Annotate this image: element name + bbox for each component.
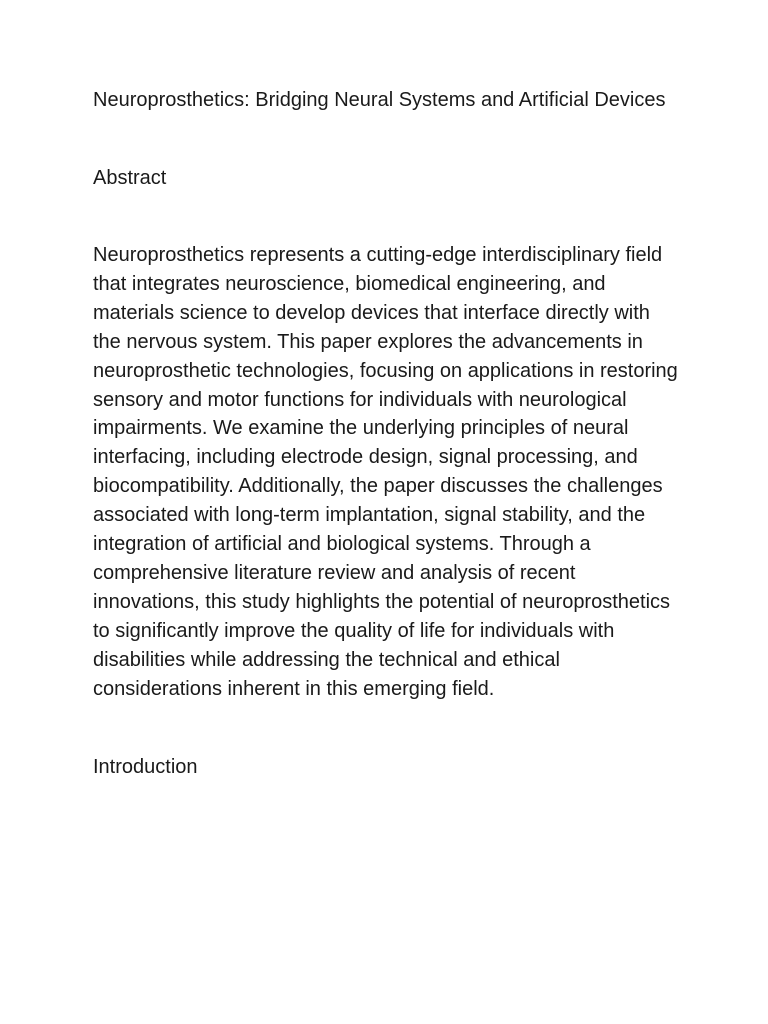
- introduction-heading: Introduction: [93, 755, 198, 778]
- document-title: Neuroprosthetics: Bridging Neural Systems and Artificial Devices: [93, 89, 666, 111]
- document-page: [93, 86, 678, 781]
- abstract-heading: Abstract: [93, 166, 167, 189]
- abstract-paragraph: Neuroprosthetics represents a cutting-edge interdisciplinary field that integrates neuroscience, biomedical engineering, and materials science to develop devices that interface directly with the nervous system. This paper explores the advancements in neuroprosthetic technologies, focusing on applications in restoring sensory and motor functions for individuals with neurological impairments. We examine the underlying principles of neural interfacing, including electrode design, signal processing, and biocompatibility. Additionally, the paper discusses the challenges associated with long-term implantation, signal stability, and the integration of artificial and biological systems. Through a comprehensive literature review and analysis of recent innovations, this study highlights the potential of neuroprosthetics to significantly improve the quality of life for individuals with disabilities while addressing the technical and ethical considerations inherent in this emerging field.: [93, 244, 678, 700]
